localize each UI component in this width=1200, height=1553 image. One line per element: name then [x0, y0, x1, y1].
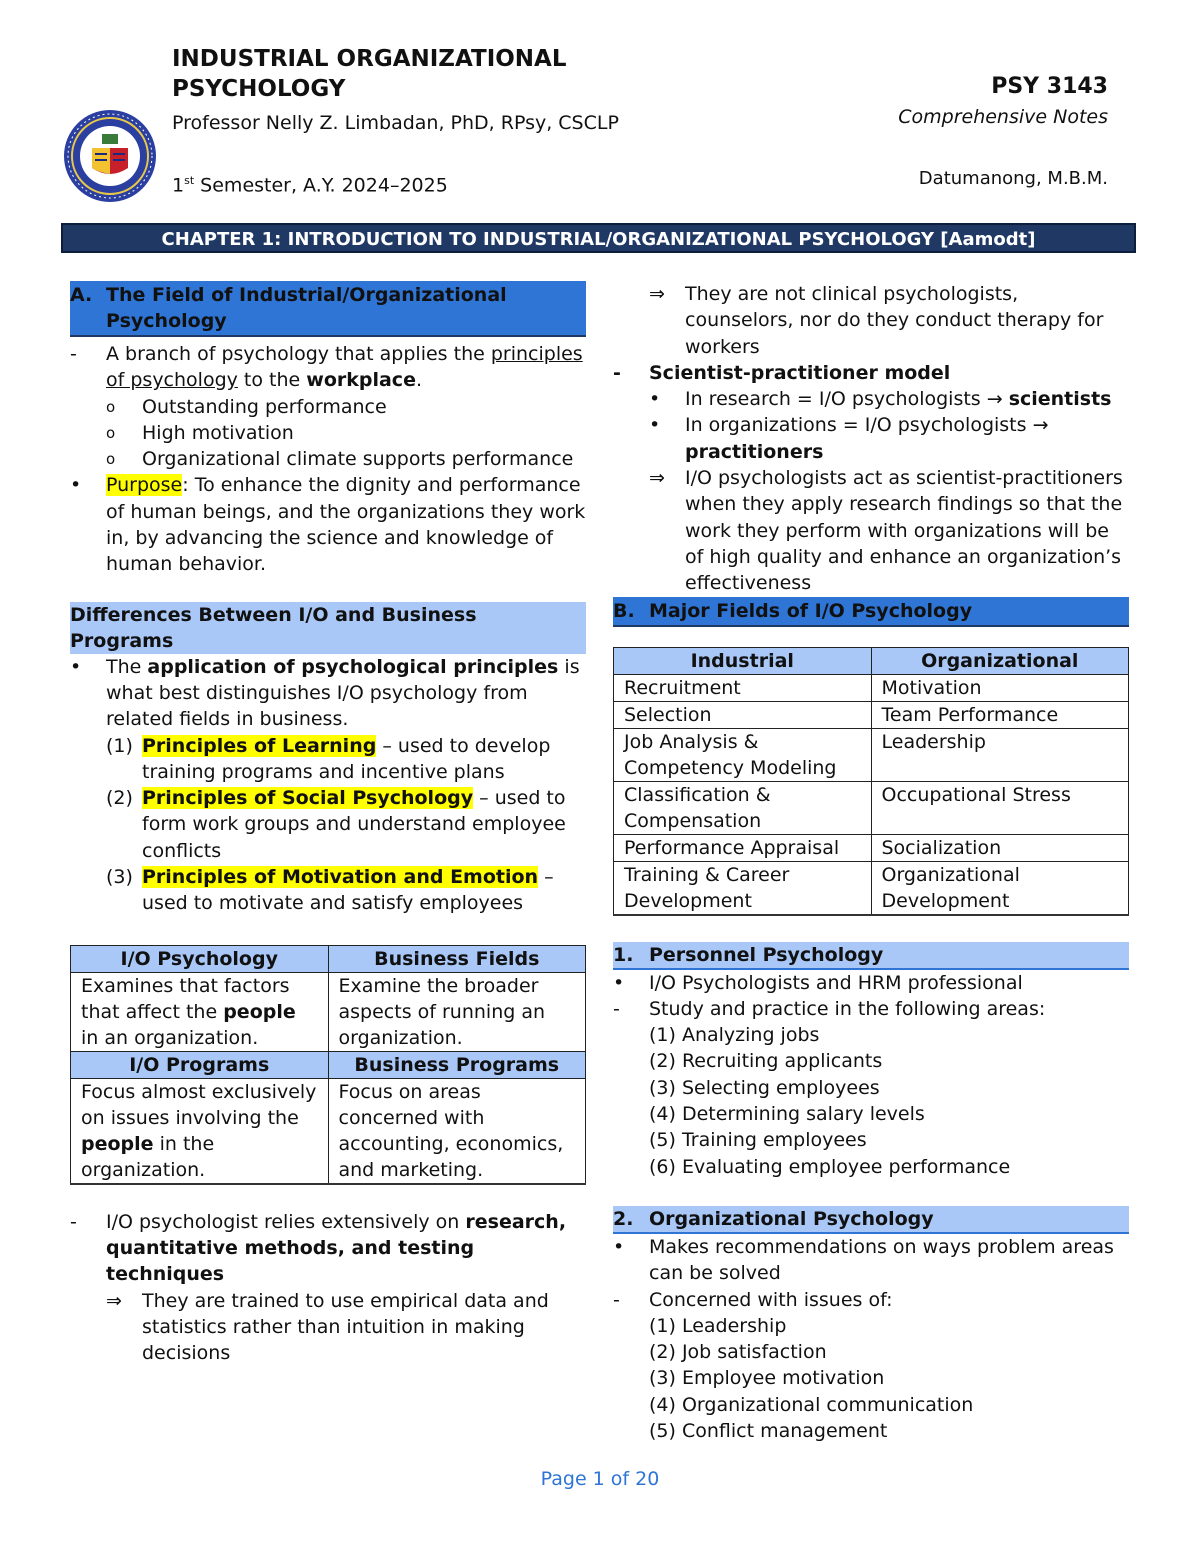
list-item: • Makes recommendations on ways problem areas can be solved: [613, 1235, 1114, 1285]
table-header: Business Fields: [328, 945, 586, 972]
page-number: Page 1 of 20: [540, 1468, 660, 1490]
list-item: (5) Conflict management: [649, 1420, 888, 1443]
table-row: [614, 728, 1129, 781]
list-item: o Outstanding performance: [106, 395, 387, 418]
section-b-title: Major Fields of I/O Psychology: [649, 599, 973, 622]
list-item: o Organizational climate supports performance: [106, 448, 574, 471]
list-item: (4) Determining salary levels: [649, 1103, 925, 1126]
table-row: [71, 972, 586, 1051]
differences-header: Differences Between I/O and Business Programs: [70, 602, 586, 654]
section-a-number: A.: [70, 284, 93, 306]
left-column: [70, 281, 586, 1366]
table-row: [71, 1078, 586, 1184]
section-a-title: The Field of Industrial/Organizational Psychology: [106, 284, 507, 332]
table-cell: Training & Career Development: [614, 861, 872, 915]
table-header: I/O Programs: [71, 1051, 329, 1078]
table-header: Organizational: [871, 647, 1129, 674]
list-item: - Study and practice in the following areas:: [613, 997, 1046, 1020]
list-item: (4) Organizational communication: [649, 1393, 974, 1416]
table-cell: Socialization: [871, 834, 1129, 861]
arrow-item: ⇒ They are not clinical psychologists, counselors, nor do they conduct therapy for workers: [649, 283, 1104, 358]
table-cell: Examines that factors that affect the people in an organization.: [71, 972, 329, 1051]
table-cell: Focus almost exclusively on issues involving the people in the organization.: [71, 1078, 329, 1184]
table-cell: Job Analysis & Competency Modeling: [614, 728, 872, 781]
list-item: (1) Leadership: [649, 1314, 787, 1337]
list-item: (1) Analyzing jobs: [649, 1024, 820, 1047]
notes-label: Comprehensive Notes: [898, 106, 1108, 128]
principle-item: (2) Principles of Social Psychology – used to form work groups and understand employee conflicts: [106, 787, 566, 862]
purpose-item: • Purpose: To enhance the dignity and performance of human beings, and the organizations they work in, by advancing the science and knowledge of human behavior.: [70, 474, 586, 576]
io-vs-business-table: [70, 945, 586, 1185]
list-item: (2) Job satisfaction: [649, 1341, 827, 1364]
list-item: - Concerned with issues of:: [613, 1288, 893, 1311]
table-cell: Motivation: [871, 674, 1129, 701]
list-item: (6) Evaluating employee performance: [649, 1155, 1011, 1178]
definition-item: - A branch of psychology that applies the principles of psychology to the workplace.: [70, 343, 583, 392]
research-arrow-item: ⇒ They are trained to use empirical data and statistics rather than intuition in making decisions: [106, 1289, 549, 1365]
semester: 1st Semester, A.Y. 2024–2025: [172, 174, 448, 197]
table-header: Industrial: [614, 647, 872, 674]
research-item: - I/O psychologist relies extensively on research, quantitative methods, and testing techniques: [70, 1210, 567, 1286]
section-a-header: [70, 281, 586, 337]
section-b-header: [613, 597, 1129, 627]
table-header: I/O Psychology: [71, 945, 329, 972]
principle-item: (1) Principles of Learning – used to develop training programs and incentive plans: [106, 734, 551, 783]
list-item: • In research = I/O psychologists → scientists: [649, 388, 1112, 411]
table-row: [614, 674, 1129, 701]
right-column: [613, 281, 1129, 1444]
university-seal-logo: [62, 108, 158, 204]
table-cell: Recruitment: [614, 674, 872, 701]
list-item: • In organizations = I/O psychologists → practitioners: [649, 414, 1049, 463]
professor-name: Professor Nelly Z. Limbadan, PhD, RPsy, CSCLP: [172, 112, 619, 134]
table-row: [614, 834, 1129, 861]
table-cell: Leadership: [871, 728, 1129, 781]
list-item: o High motivation: [106, 421, 294, 444]
document-title: INDUSTRIAL ORGANIZATIONAL PSYCHOLOGY: [172, 46, 567, 102]
chapter-title-bar: CHAPTER 1: INTRODUCTION TO INDUSTRIAL/ORGANIZATIONAL PSYCHOLOGY [Aamodt]: [61, 223, 1136, 253]
arrow-item: ⇒ I/O psychologists act as scientist-practitioners when they apply research findings so that the work they perform with organizations will be of high quality and enhance an organization’s effectiveness: [649, 467, 1123, 595]
course-code: PSY 3143: [991, 74, 1108, 99]
model-title: - Scientist-practitioner model: [613, 361, 951, 384]
differences-intro: • The application of psychological principles is what best distinguishes I/O psychology from related fields in business.: [70, 655, 580, 731]
list-item: (3) Selecting employees: [649, 1076, 880, 1099]
list-item: (3) Employee motivation: [649, 1367, 885, 1390]
list-item: (2) Recruiting applicants: [649, 1050, 883, 1073]
table-cell: Selection: [614, 701, 872, 728]
major-fields-table: [613, 647, 1129, 916]
table-cell: Classification & Compensation: [614, 781, 872, 834]
section-b-number: B.: [613, 599, 635, 622]
personnel-header: 1. Personnel Psychology: [613, 942, 1129, 970]
table-cell: Focus on areas concerned with accounting, economics, and marketing.: [328, 1078, 586, 1184]
list-item: • I/O Psychologists and HRM professional: [613, 971, 1023, 994]
table-cell: Organizational Development: [871, 861, 1129, 915]
principle-item: (3) Principles of Motivation and Emotion – used to motivate and satisfy employees: [106, 866, 554, 915]
author: Datumanong, M.B.M.: [918, 168, 1108, 189]
table-row: [614, 781, 1129, 834]
list-item: (5) Training employees: [649, 1129, 867, 1152]
table-cell: Performance Appraisal: [614, 834, 872, 861]
table-row: [614, 861, 1129, 915]
table-cell: Team Performance: [871, 701, 1129, 728]
organizational-header: 2. Organizational Psychology: [613, 1206, 1129, 1234]
table-row: [614, 701, 1129, 728]
table-cell: Examine the broader aspects of running an organization.: [328, 972, 586, 1051]
table-cell: Occupational Stress: [871, 781, 1129, 834]
table-header: Business Programs: [328, 1051, 586, 1078]
